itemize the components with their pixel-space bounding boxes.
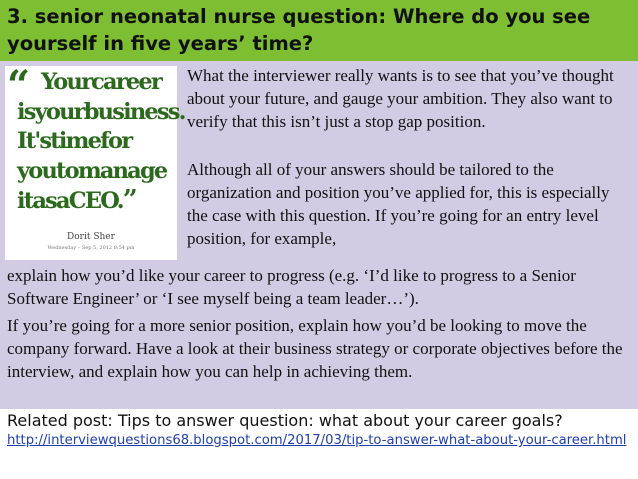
open-quote-mark: “ <box>7 62 29 109</box>
quote-image <box>5 62 185 260</box>
quote-line-3: It'stimefor <box>17 128 132 154</box>
quote-date: Wednesday – Sep 5, 2012 8:54 pm <box>47 245 135 251</box>
quote-line-1: Yourcareer <box>41 69 161 95</box>
quote-line-5: itasaCEO. <box>17 188 123 214</box>
paragraph-senior-position: If you’re going for a more senior position, explain how you’d be looking to move the company forward. Have a look at their business strategy or corporate objectives before the interview, and explain how you can help in achieving them. <box>7 316 623 381</box>
quote-author: Dorit Sher <box>67 232 115 242</box>
paragraph-interviewer-wants: What the interviewer really wants is to see that you’ve thought about your future, and gauge your ambition. They also want to verify that this isn’t just a stop gap position. <box>187 66 614 131</box>
page-title <box>7 3 632 57</box>
related-post-link[interactable]: http://interviewquestions68.blogspot.com/2017/03/tip-to-answer-what-about-your-career.html <box>7 433 627 448</box>
quote-text <box>7 62 185 217</box>
quote-line-2: isyourbusiness. <box>17 98 185 125</box>
paragraph-career-progress: explain how you’d like your career to progress (e.g. ‘I’d like to progress to a Senior Software Engineer’ or ‘I see myself being a team leader…’). <box>7 266 576 308</box>
paragraph-tailored-answers: Although all of your answers should be tailored to the organization and position you’ve applied for, this is especially the case with this question. If you’re going for an entry level position, for example, <box>187 160 610 248</box>
title-line-1: 3. senior neonatal nurse question: Where do you see <box>7 5 591 28</box>
related-post-label: Related post: Tips to answer question: what about your career goals? <box>7 411 563 430</box>
title-bar <box>0 0 638 61</box>
close-quote-mark: ” <box>122 185 136 215</box>
title-line-2: yourself in five years’ time? <box>7 32 314 55</box>
quote-line-4: youtomanage <box>17 157 167 184</box>
